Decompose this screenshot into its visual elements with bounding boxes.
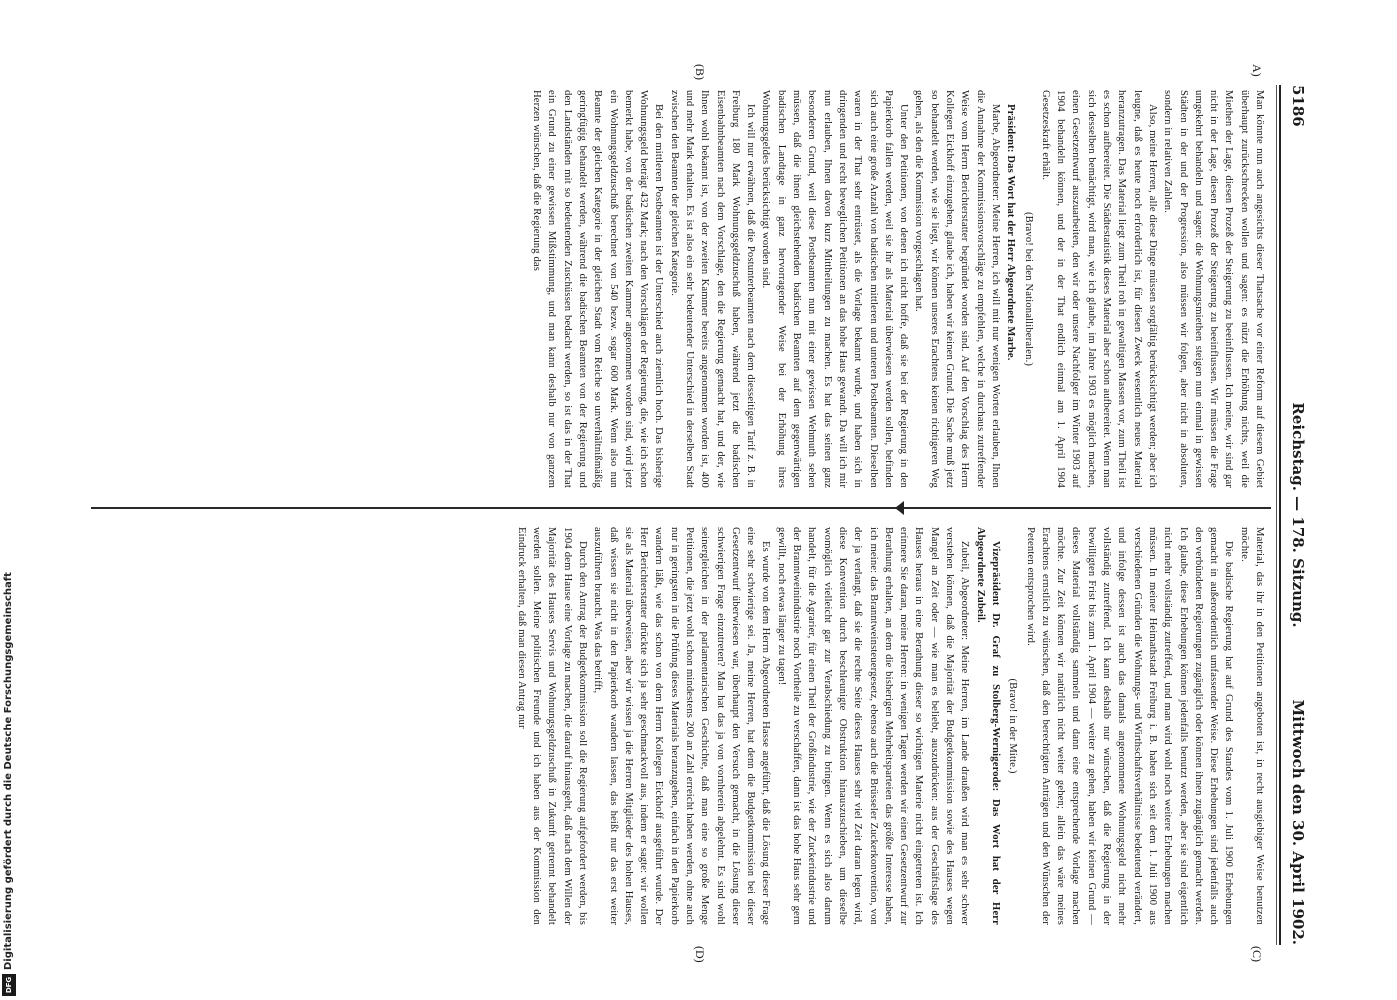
session-date: Mittwoch den 30. April 1902.: [1289, 699, 1307, 945]
digitization-credit: Digitalisierung gefördert durch die Deutsche Forschungsgemeinschaft: [3, 572, 14, 970]
paragraph: Es wurde von dem Herrn Abgeordneten Hasse angeführt, daß die Lösung dieser Frage eine sehr schwierige sei. Ja, meine Herren, hat denn die Budgetkommission bei dieser Gesetzentwurf überwiesen war, überhaupt den Versuch gemacht, in die Lösung dieser schwierigen Frage einzutreten? Man hat das ja von vornherein abgelehnt. Es sind wohl seinergleichen in der parlamentarischen Geschichte, daß man eine so große Menge Petitionen, die jetzt wohl schon mindestens 200 an Zahl erreicht haben werden, ohne auch nur in geringsten in die Prüfung dieses Materials heranzugehen, einfach in den Papierkorb wandern läßt, wie das schon von dem Herrn Kollegen Eickhoff ausgeführt wurde. Der Herr Berichterstatter drückte sich ja sehr geschmackvoll aus, indem er sagte: wir wollen sie als Material überweisen, aber wir wissen ja die Herren Mitglieder des hohen Hauses, daß wissen sie nicht in den Papierkorb wandern lassen, das heißt nur das erst weiter auszuführen braucht. Was das betrifft,: [592, 527, 772, 925]
header-rule: [1279, 85, 1281, 945]
paragraph: Die badische Regierung hat auf Grund des Standes vom 1. Juli 1900 Erhebungen gemacht in außerordentlich umfassender Weise. Diese Erhebungen sind jedenfalls auch den verbündeten Regierungen zugänglich oder können ihnen zugänglich gemacht werden. Ich glaube, diese Erhebungen können jedenfalls benutzt werden, aber sie sind eigentlich nicht mehr vollständig zutreffend, und man wird wohl noch weitere Erhebungen machen müssen. In meiner Heimathstadt Freiburg i. B. haben sich seit dem 1. Juli 1900 aus verschiedenen Gründen die Wohnungs- und Wirthschaftsverhältnisse bedeutend verändert, und infolge dessen ist auch das damals angenommene Wohnungsgeld nicht mehr vollständig zutreffend. Ich kann deshalb nur wünschen, daß die Regierung in der bewilligten Frist bis zum 1. April 1904 — weiter zu gehen, haben wir keinen Grund — dieses Material vollständig sammeln und dann eine entsprechende Vorlage machen möchte. Zur Zeit können wir natürlich nicht weiter gehen; allein das wäre meines Erachtens ernstlich zu wünschen, daß den berechtigten Anträgen und den Wünschen der Petenten entsprochen wird.: [1024, 527, 1235, 925]
interjection: (Bravo! bei den Nationalliberalen.): [1022, 211, 1034, 367]
header-rule-thin: [1276, 85, 1277, 945]
speaker-paragraph: Vizepräsident Dr. Graf zu Stolberg-Wernigerode: Das Wort hat der Herr Abgeordnete Zubeil.: [974, 527, 1001, 925]
page-header: [1279, 85, 1307, 945]
column-divider: [91, 507, 1271, 509]
paragraph: Zubeil, Abgeordneter: Meine Herren, im Lande draußen wird man es sehr schwer verstehen können, daß die Majorität der Budgetkommission sowie des Hauses wegen Mangel an Zeit oder — wie man es beliebt, auszudrücken: aus der Geschäftslage des Hauses heraus in eine Berathung dieser so wichtigen Materie nicht eingetreten ist. Ich erinnere Sie daran, meine Herren: in wenigen Tagen werden wir einen Gesetzentwurf zur Berathung erhalten, an dem die bisherigen Mehrheitsparteien das größte Interesse haben, ich meine: das Branntweinsteuergesetz, ebenso auch die Brüsseler Zuckerkonvention, von der ja verlangt, daß sie die rechte Seite dieses Hauses sehr viel Zeit daran legen wird, diese Konvention durch beschleunigte Obstruktion hinauszuschieben, um dieselbe womöglich vielleicht gar zur Verabschiedung zu bringen. Wenn es sich also darum handelt, für die Agrarier, für einen Theil der Großindustrie, wie der Zuckerindustrie und der Branntweinindustrie noch Vortheile zu verschaffen, dann ist das hohe Haus sehr gern gewillt, noch etwas länger zu tagen!: [775, 527, 971, 925]
paragraph: Durch den Antrag der Budgetkommission soll die Regierung aufgefordert werden, bis 1904 dem Hause eine Vorlage zu machen, die darauf hinausgeht, daß nach dem Willen der Majorität des Hauses Servis und Wohnungsgeldzuschuß in Zukunft getrennt behandelt werden sollen. Meine politischen Freunde und ich haben aus der Kommission den Eindruck erhalten, daß man diesen Antrag nur: [515, 527, 588, 925]
column-divider-mark: [895, 501, 904, 515]
page-number: 5186: [1289, 85, 1307, 127]
margin-marker-d: (D): [693, 946, 707, 963]
paragraph: Bei den mittleren Postbeamten ist der Unterschied auch ziemlich hoch. Das bisherige Wohnungsgeld beträgt 432 Mark; nach den Vorschlägen der Regierung, die, wie ich schon bemerkt habe, von der badischen zweiten Kammer angenommen worden sind, wird jetzt ein Wohnungsgeldzuschuß berechnet von 540 bezw. sogar 600 Mark. Wenn also nun Beamte der gleichen Kategorie in der gleichen Stadt vom Reiche so unverhältnißmäßig geringfügig behandelt werden, während die badischen Beamten von der Regierung und den Landständen mit so bedeutenden Zuschüssen bedacht werden, so ist das in der That ein Grund zu einer gewissen Mißstimmung, und man kann deshalb nur von ganzem Herzen wünschen, daß die Regierung das: [531, 90, 665, 488]
paragraph: Ich will nur erwähnen, daß die Postunterbeamten nach dem diesseitigen Tarif z. B. in Freiburg 180 Mark Wohnungsgeldzuschuß haben, während jetzt die badischen Eisenbahnbeamten nach dem Vorschlage, den die Regierung gemacht hat, und der, wie Ihnen wohl bekannt ist, von der zweiten Kammer bereits angenommen worden ist, 400 und mehr Mark erhalten. Es ist also ein sehr bedeutender Unterschied in derselben Stadt zwischen den Beamten der gleichen Kategorie.: [668, 90, 757, 488]
left-column: [87, 90, 1267, 488]
margin-marker-a: A): [1250, 64, 1264, 77]
right-column: [87, 527, 1267, 925]
paragraph: Material, das ihr in den Petitionen angeboten ist, in recht ausgiebiger Weise benutzen möchte.: [1238, 527, 1265, 925]
paragraph: Man könnte nun auch angesichts dieser Thatsache vor einer Reform auf diesem Gebiet überhaupt zurückschrecken wollen und sagen: es nützt die Erhöhung nichts, weil die Miethen der Lage, diesen Prozeß der Steigerung zu beeinflussen. Ich meine, wir sind gar nicht in der Lage, diesen Prozeß der Steigerung zu beeinflussen. Wir müssen die Frage umgekehrt behandeln und sagen: die Wohnungsmiethen steigen nun einmal in gewissen Städten in der und der Progression, also müssen wir folgen, aber nicht in absoluten, sondern in relativen Zahlen.: [1162, 90, 1265, 488]
paragraph: Marbe, Abgeordneter: Meine Herren, ich will mit nur wenigen Worten erlauben, Ihnen die Annahme der Kommissionsvorschläge zu empfehlen, welche in durchaus zutreffender Weise vom Herrn Berichterstatter begründet worden sind. Auf den Vorschlag des Herrn Kollegen Eickhoff einzugehen, glaube ich, haben wir keinen Grund. Die Sache muß jetzt so behandelt werden, wie sie liegt, wir können unseres Erachtens keinen richtigeren Weg gehen, als den die Kommission vorgeschlagen hat.: [913, 90, 1001, 488]
speaker-paragraph: Präsident: Das Wort hat der Herr Abgeordnete Marbe.: [1005, 104, 1017, 361]
margin-marker-c: (C): [1250, 946, 1264, 962]
dfg-logo: DFG: [2, 974, 16, 996]
running-title: Reichstag. — 178. Sitzung.: [1289, 402, 1307, 628]
margin-marker-b: (B): [693, 64, 707, 80]
paragraph: Also, meine Herren, alle diese Dinge müssen sorgfältig berücksichtigt werden; aber ich leugne, daß es heute noch erforderlich ist, für diesen Zweck wesentlich neues Material heranzutragen. Das Material liegt zum Theil roh in gewaltigen Massen vor, zum Theil ist es schon aufbereitet. Die Städtestatistik dieses Material aber schon aufbereitet. Wenn man sich desselben bemächtigt, wird man, wie ich glaube, im Jahre 1903 es möglich machen, einen Gesetzentwurf auszuarbeiten, den wir oder unsere Nachfolger im Winter 1903 auf 1904 behandeln können, und der in der That endlich einmal am 1. April 1904 Gesetzeskraft erhält.: [1039, 90, 1158, 488]
interjection: (Bravo! in der Mitte.): [1007, 678, 1019, 774]
paragraph: Unter den Petitionen, von denen ich nicht hoffe, daß sie bei der Regierung in den Papierkorb fallen werden, weil sie ihr als Material überwiesen werden sollen, befinden sich auch eine große Anzahl von badischen mittleren und unteren Postbeamten. Dieselben waren in der That sehr entrüstet, als die Vorlage bekannt wurde, und haben sich in dringenden und recht beweglichen Petitionen an das hohe Haus gewandt. Da will ich mir nun erlauben, Ihnen davon kurz Mittheilungen zu machen. Es hat das seinen ganz besonderen Grund, weil diese Postbeamten nun mit einer gewissen Wehmuth sehen müssen, daß die ihnen gleichstehenden badischen Beamten auf dem gegenwärtigen badischen Landtage in ganz hervorragender Weise bei der Erhöhung ihres Wohnungsgeldes berücksichtigt worden sind.: [760, 90, 910, 488]
